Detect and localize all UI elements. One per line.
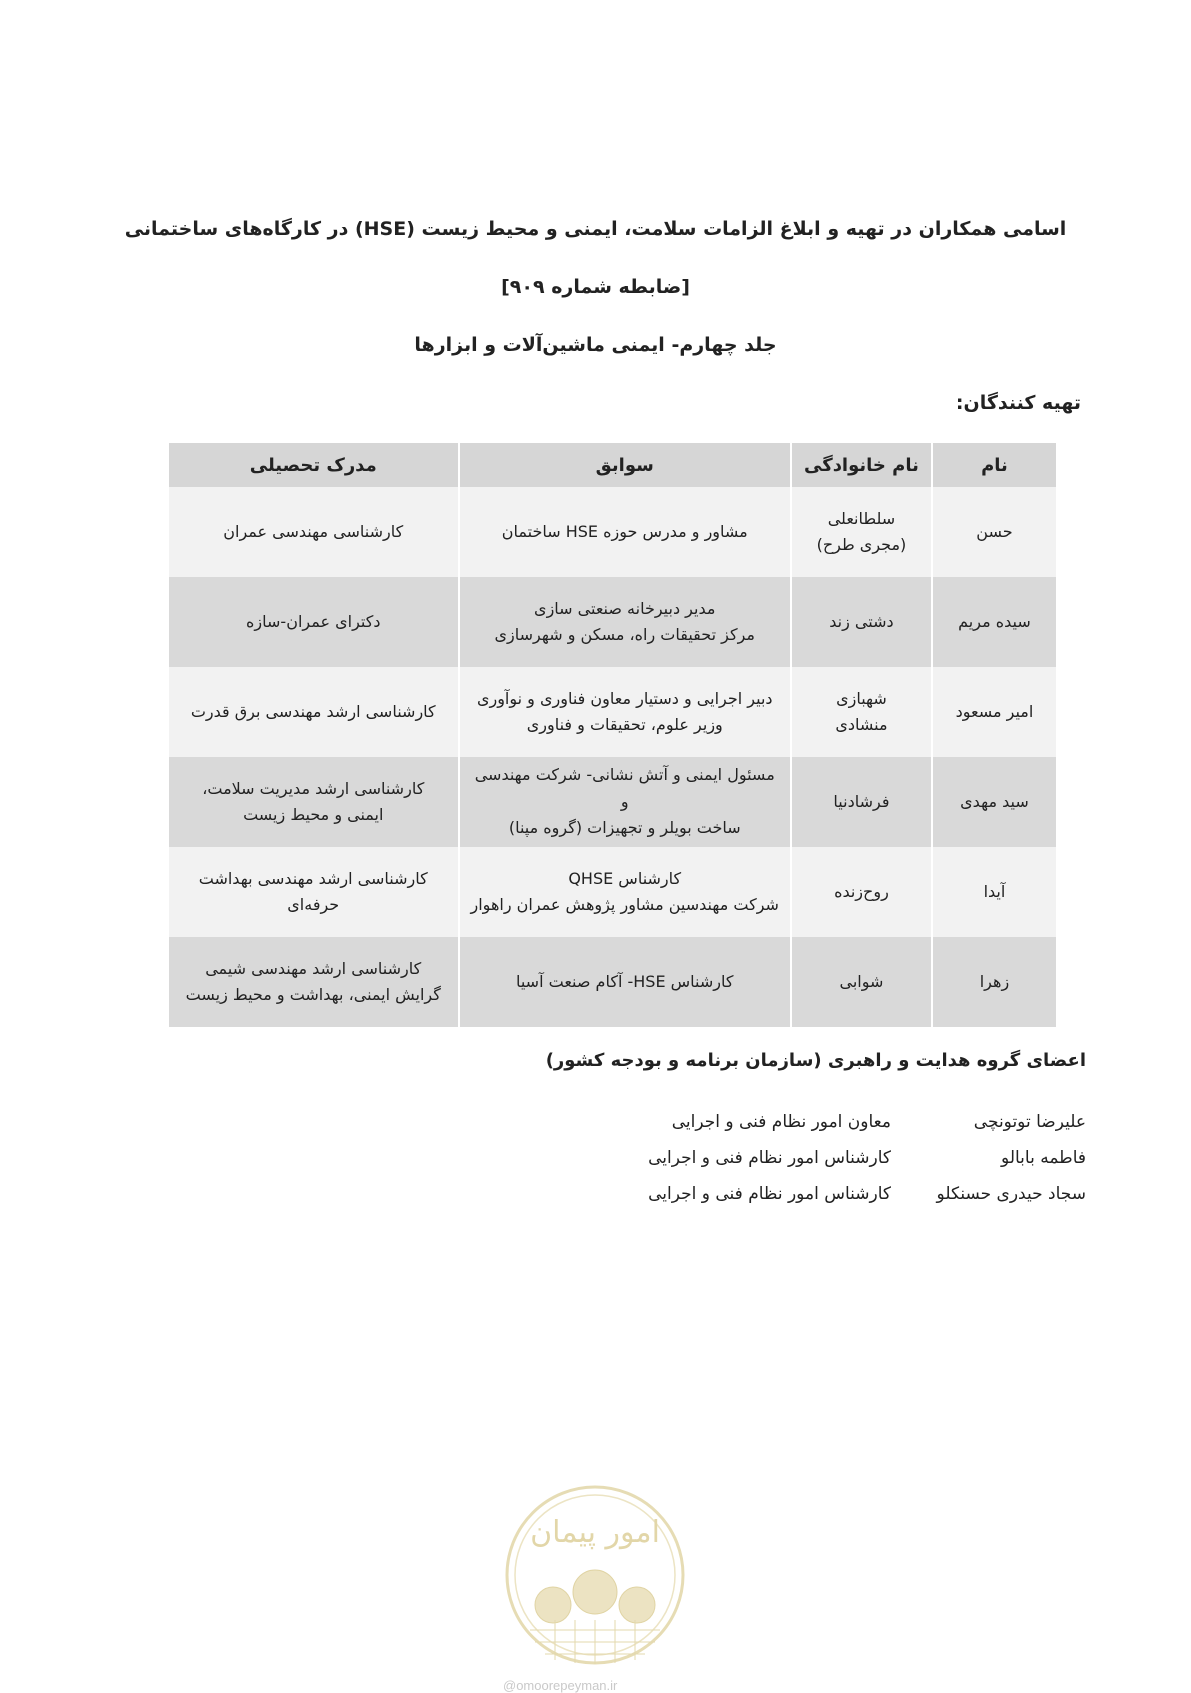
cell-name-line: زهرا	[979, 971, 1010, 991]
cell-family	[791, 757, 932, 847]
cell-name	[932, 847, 1056, 937]
table-row	[169, 847, 1056, 937]
cell-history	[459, 667, 791, 757]
cell-name	[932, 937, 1056, 1027]
cell-history	[459, 847, 791, 937]
cell-history-line: مدیر دبیرخانه صنعتی سازی	[534, 598, 716, 618]
preparers-table	[169, 443, 1056, 1027]
document-title-line2: [ضابطه شماره ۹۰۹]	[501, 276, 690, 298]
cell-family-line: روح‌زنده	[834, 881, 889, 901]
cell-degree-line: کارشناسی ارشد مدیریت سلامت،	[202, 778, 425, 798]
cell-family	[791, 937, 932, 1027]
cell-family	[791, 667, 932, 757]
document-title-line3: جلد چهارم- ایمنی ماشین‌آلات و ابزارها	[414, 334, 777, 356]
cell-family-line: دشتی زند	[829, 611, 894, 631]
committee-member	[616, 1112, 1086, 1148]
cell-degree-line: حرفه‌ای	[287, 895, 340, 914]
cell-history-line: دبیر اجرایی و دستیار معاون فناوری و نوآوری	[476, 688, 773, 708]
cell-degree-line: کارشناسی ارشد مهندسی شیمی	[205, 958, 422, 978]
cell-degree	[169, 847, 459, 937]
cell-degree-line: کارشناسی مهندسی عمران	[223, 521, 404, 541]
cell-family	[791, 577, 932, 667]
preparers-label: تهیه کنندگان:	[955, 392, 1081, 414]
document-title-line1: اسامی همکاران در تهیه و ابلاغ الزامات سلامت، ایمنی و محیط زیست (HSE) در کارگاه‌های ساختمانی	[124, 218, 1067, 240]
cell-history	[459, 937, 791, 1027]
cell-family-line: سلطانعلی	[827, 508, 896, 528]
cell-degree-line: دکترای عمران-سازه	[246, 611, 381, 631]
committee-title: اعضای گروه هدایت و راهبری (سازمان برنامه و بودجه کشور)	[545, 1050, 1086, 1071]
table-row	[169, 937, 1056, 1027]
cell-degree-line: گرایش ایمنی، بهداشت و محیط زیست	[185, 985, 441, 1004]
cell-history-line: کارشناس HSE- آکام صنعت آسیا	[515, 971, 734, 991]
table-row	[169, 757, 1056, 847]
cell-degree-line: ایمنی و محیط زیست	[243, 805, 384, 824]
cell-name-line: آیدا	[983, 881, 1006, 901]
cell-degree	[169, 667, 459, 757]
member-name: فاطمه بابالو	[1001, 1148, 1086, 1168]
cell-degree	[169, 487, 459, 577]
committee-member	[616, 1148, 1086, 1184]
cell-history-line: وزیر علوم، تحقیقات و فناوری	[526, 715, 723, 734]
cell-name	[932, 757, 1056, 847]
member-role: معاون امور نظام فنی و اجرایی	[671, 1112, 891, 1132]
member-role: کارشناس امور نظام فنی و اجرایی	[648, 1184, 891, 1204]
cell-degree	[169, 937, 459, 1027]
member-role: کارشناس امور نظام فنی و اجرایی	[648, 1148, 891, 1168]
cell-degree-line: کارشناسی ارشد مهندسی بهداشت	[198, 868, 428, 888]
committee-member	[616, 1184, 1086, 1220]
cell-name-line: سیده مریم	[958, 611, 1031, 631]
cell-history-line: کارشناس QHSE	[568, 868, 682, 888]
cell-history-line: ساخت بویلر و تجهیزات (گروه مپنا)	[508, 818, 741, 838]
cell-name-line: حسن	[976, 521, 1013, 541]
cell-name	[932, 667, 1056, 757]
cell-degree-line: کارشناسی ارشد مهندسی برق قدرت	[190, 701, 436, 721]
cell-name	[932, 487, 1056, 577]
cell-family-line: (مجری طرح)	[816, 535, 907, 554]
cell-history-line: مسئول ایمنی و آتش نشانی- شرکت مهندسی و	[474, 765, 775, 811]
cell-history-line: شرکت مهندسین مشاور پژوهش عمران راهوار	[470, 895, 779, 914]
header-degree: مدرک تحصیلی	[169, 443, 459, 487]
watermark-url: @omoorepeyman.ir	[503, 1678, 618, 1693]
header-history: سوابق	[459, 443, 791, 487]
table-row	[169, 487, 1056, 577]
cell-name	[932, 577, 1056, 667]
cell-history	[459, 577, 791, 667]
cell-family	[791, 847, 932, 937]
table-row	[169, 577, 1056, 667]
cell-history-line: مشاور و مدرس حوزه HSE ساختمان	[501, 521, 748, 541]
cell-degree	[169, 577, 459, 667]
cell-family	[791, 487, 932, 577]
cell-history-line: مرکز تحقیقات راه، مسکن و شهرسازی	[494, 625, 755, 644]
cell-family-line: شهبازی	[836, 688, 887, 708]
table-row	[169, 667, 1056, 757]
cell-history	[459, 757, 791, 847]
cell-degree	[169, 757, 459, 847]
header-name: نام	[932, 443, 1056, 487]
cell-name-line: امیر مسعود	[955, 701, 1034, 721]
cell-name-line: سید مهدی	[960, 791, 1029, 811]
watermark-logo-text: امور پیمان	[530, 1515, 660, 1550]
header-family: نام خانوادگی	[791, 443, 932, 487]
watermark-logo	[495, 1480, 695, 1670]
cell-family-line: فرشادنیا	[833, 791, 890, 811]
cell-family-line: منشادی	[835, 715, 888, 734]
member-name: سجاد حیدری حسنکلو	[936, 1184, 1086, 1204]
cell-family-line: شوابی	[839, 971, 884, 991]
member-name: علیرضا توتونچی	[973, 1112, 1086, 1132]
cell-history	[459, 487, 791, 577]
table-header-row	[169, 443, 1056, 487]
